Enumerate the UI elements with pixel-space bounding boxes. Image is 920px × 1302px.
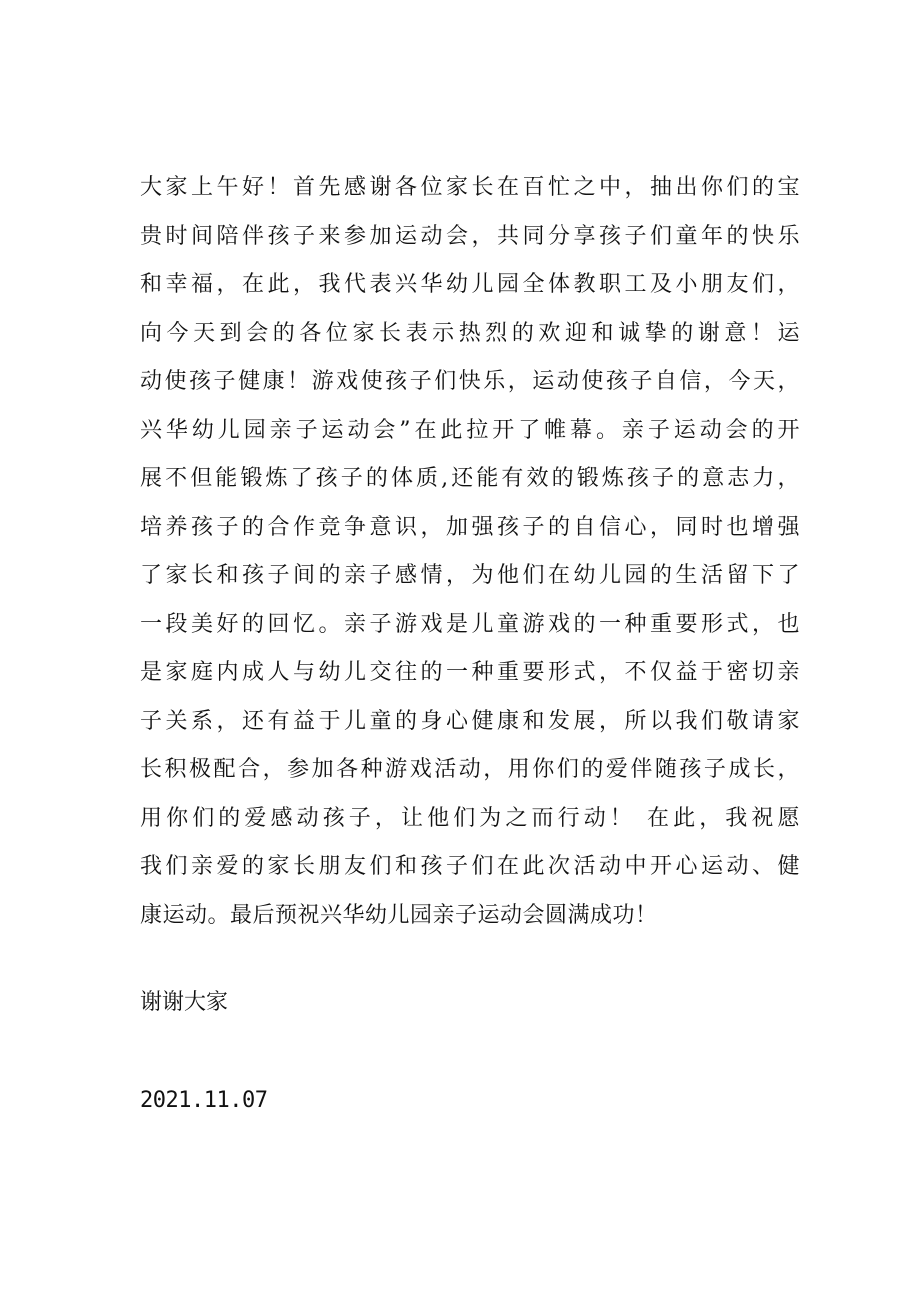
document-date: 2021.11.07 [140,1088,268,1113]
body-line: 康运动。最后预祝兴华幼儿园亲子运动会圆满成功！ [140,902,658,928]
body-line: 动使孩子健康！游戏使孩子们快乐，运动使孩子自信，今天， [140,369,800,394]
body-line: 兴华幼儿园亲子运动会”在此拉开了帷幕。亲子运动会的开 [140,417,800,443]
body-line: 我们亲爱的家长朋友们和孩子们在此次活动中开心运动、健 [140,854,800,879]
body-line: 展不但能锻炼了孩子的体质,还能有效的锻炼孩子的意志力， [140,466,800,491]
body-line: 子关系，还有益于儿童的身心健康和发展，所以我们敬请家 [140,708,800,734]
body-line: 向今天到会的各位家长表示热烈的欢迎和诚挚的谢意！运 [140,320,800,346]
body-line: 一段美好的回忆。亲子游戏是儿童游戏的一种重要形式，也 [140,611,800,637]
closing-thanks: 谢谢大家 [140,990,229,1015]
body-line: 是家庭内成人与幼儿交往的一种重要形式，不仅益于密切亲 [140,660,800,685]
body-line: 和幸福，在此，我代表兴华幼儿园全体教职工及小朋友们， [140,272,800,297]
body-line: 用你们的爱感动孩子，让他们为之而行动！ 在此，我祝愿 [140,805,800,831]
body-line: 了家长和孩子间的亲子感情，为他们在幼儿园的生活留下了 [140,563,800,588]
speech-body [140,164,800,940]
body-line: 大家上午好！首先感谢各位家长在百忙之中，抽出你们的宝 [140,175,800,200]
body-line: 培养孩子的合作竞争意识，加强孩子的自信心，同时也增强 [140,514,800,540]
body-line: 长积极配合，参加各种游戏活动，用你们的爱伴随孩子成长， [140,757,800,782]
body-line: 贵时间陪伴孩子来参加运动会，共同分享孩子们童年的快乐 [140,223,800,249]
